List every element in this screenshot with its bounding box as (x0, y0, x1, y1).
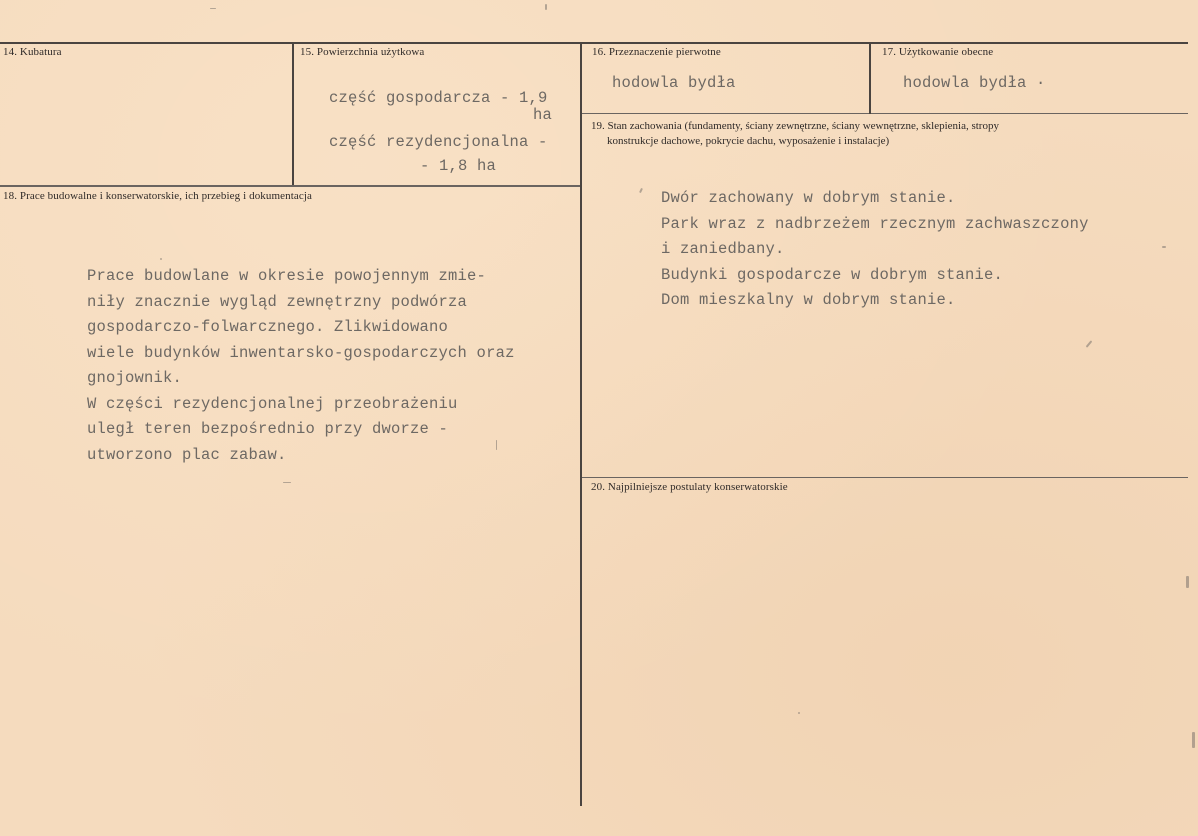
divider-14-15 (292, 42, 294, 185)
field-15-line-3: część rezydencjonalna - (329, 133, 548, 151)
field-16-value: hodowla bydła (612, 74, 736, 92)
paper-speck (545, 4, 547, 10)
divider-16-17 (869, 42, 871, 114)
paper-speck (1186, 576, 1189, 588)
field-20-label: 20. Najpilniejsze postulaty konserwatorskie (591, 481, 788, 493)
field-18-text (87, 264, 515, 468)
field-17-value: hodowla bydła · (903, 74, 1046, 92)
field-19-line: Budynki gospodarcze w dobrym stanie. (661, 265, 1004, 284)
field-19-label (591, 119, 1171, 149)
field-17-label: 17. Użytkowanie obecne (882, 46, 994, 58)
field-19-line: i zaniedbany. (661, 240, 785, 258)
field-19-label-line-1: 19. Stan zachowania (fundamenty, ściany zewnętrzne, ściany wewnętrzne, sklepienia, stropy (591, 120, 999, 132)
paper-speck (1162, 246, 1166, 248)
paper-speck (1192, 732, 1195, 748)
field-18-label: 18. Prace budowalne i konserwatorskie, ich przebieg i dokumentacja (3, 190, 312, 202)
top-border-line (0, 42, 1188, 44)
field19-bottom-line (582, 477, 1188, 478)
field-15-label: 15. Powierzchnia użytkowa (300, 46, 425, 58)
paper-speck (639, 188, 643, 193)
field16-17-bottom-line (582, 113, 1188, 114)
field-14-label: 14. Kubatura (3, 46, 62, 58)
field-18-line: gnojownik. (87, 369, 183, 387)
paper-speck (210, 8, 216, 9)
field-15-line-1: część gospodarcza - 1,9 (329, 89, 548, 107)
paper-speck (496, 440, 497, 450)
field-16-label: 16. Przeznaczenie pierwotne (592, 46, 721, 58)
field-15-line-4: - 1,8 ha (420, 157, 497, 175)
field-19-line: Dom mieszkalny w dobrym stanie. (661, 291, 956, 309)
row1-bottom-line (0, 185, 582, 187)
field-18-line: uległ teren bezpośrednio przy dworze - (87, 420, 449, 438)
main-vertical-divider (580, 42, 582, 806)
field-18-line: niły znacznie wygląd zewnętrzny podwórza (87, 292, 468, 311)
paper-speck (160, 258, 162, 260)
paper-speck (1086, 340, 1093, 347)
field-18-line: gospodarczo-folwarcznego. Zlikwidowano (87, 318, 449, 336)
field-19-line: Park wraz z nadbrzeżem rzecznym zachwaszczony (661, 214, 1089, 233)
field-18-line: wiele budynków inwentarsko-gospodarczych oraz (87, 343, 515, 362)
field-18-line: W części rezydencjonalnej przeobrażeniu (87, 394, 458, 413)
field-19-line: Dwór zachowany w dobrym stanie. (661, 189, 956, 207)
field-19-text (661, 186, 1089, 314)
field-19-label-line-2: konstrukcje dachowe, pokrycie dachu, wyposażenie i instalacje) (607, 135, 890, 147)
field-18-line: Prace budowlane w okresie powojennym zmie- (87, 267, 487, 285)
paper-speck (798, 712, 800, 714)
paper-speck (283, 482, 291, 483)
field-15-line-2: ha (533, 106, 553, 124)
field-18-line: utworzono plac zabaw. (87, 445, 287, 464)
